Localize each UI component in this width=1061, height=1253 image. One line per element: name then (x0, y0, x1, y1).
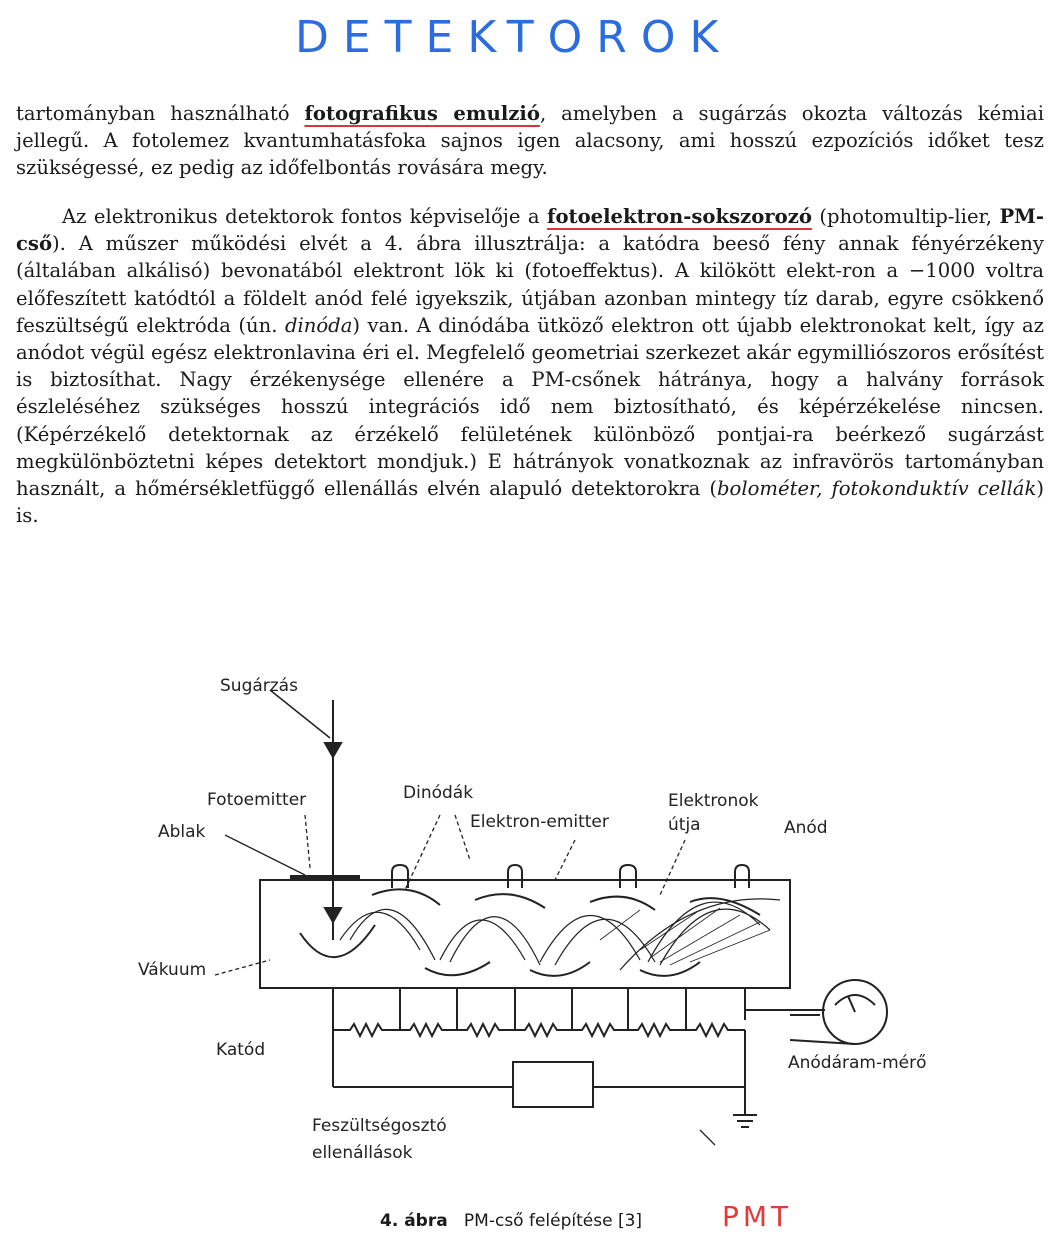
italic-term: dinóda (284, 313, 353, 337)
label-anod: Anód (784, 818, 828, 838)
label-feszultseg: Feszültségosztó (312, 1116, 447, 1136)
underlined-term: fotografikus emulzió (304, 102, 540, 125)
figure-caption (380, 1211, 642, 1231)
label-ellenallasok: ellenállások (312, 1143, 413, 1163)
paragraph-2 (16, 203, 1044, 529)
text: ). A műszer működési elvét a 4. ábra illusztrálja: a katódra beeső fény annak fényérzékeny (általában alkálisó) bevonatából elektront lök ki (fotoeffektus). A kilökött elekt-ron a −1000 voltra előfeszített katódtól a földelt anód felé igyekszik, útjában azonban mintegy tíz darab, egyre csökkenő feszültségű elektróda (ún. (16, 232, 1044, 337)
label-katod: Katód (216, 1040, 266, 1060)
italic-term: bolométer, fotokonduktív cellák (717, 477, 1037, 501)
caption-text: PM-cső felépítése [3] (463, 1211, 643, 1231)
label-vakuum: Vákuum (138, 960, 207, 980)
text: (photomultip-lier, (811, 205, 1000, 228)
label-dinodak: Dinódák (403, 783, 474, 803)
label-ablak: Ablak (158, 822, 206, 842)
label-fotoemitter: Fotoemitter (207, 790, 307, 810)
label-elektronok: Elektronok (668, 791, 759, 811)
power-supply (513, 1062, 593, 1107)
label-utja: útja (668, 815, 701, 835)
text: , amelyben a sugárzás okozta változás kémiai jellegű. A fotolemez kvantumhatásfoka sajnos igen alacsony, ami hosszú ezpozíciós időket tesz szükségessé, ez pedig az időfelbontás rovására megy. (16, 102, 1044, 180)
text: ) van. A dinódába ütköző elektron ott újabb elektronokat kelt, így az anódot végül egész elektronlavina éri el. Megfelelő geometriai szerkezet akár egymilliószoros erősítést is biztosíthat. Nagy érzékenysége ellenére a PM-csőnek hátránya, hogy a halvány források észleléséhez szükséges hosszú integrációs idő nem biztosítható, és képérzékelése nincsen. (Képérzékelő detektornak az érzékelő felületének különböző pontjai-ra beérkező sugárzást megkülönböztetni képes detektort mondjuk.) E hátrányok vonatkoznak az infravörös tartományban használt, a hőmérsékletfüggő ellenállás elvén alapuló detektorokra ( (16, 313, 1044, 501)
paragraph-1 (16, 100, 1044, 182)
ray-arrow (325, 743, 341, 757)
cathode (300, 925, 375, 957)
underlined-term: fotoelektron-sokszorozó (547, 205, 812, 228)
label-anodaram: Anódáram-mérő (788, 1053, 927, 1073)
tube-outline (260, 880, 790, 988)
caption-number: 4. ábra (380, 1211, 448, 1231)
bold-term: PM-cső (16, 205, 1044, 256)
text: ) is. (16, 477, 1044, 528)
label-sugarzas: Sugárzás (220, 676, 298, 696)
pm-tube-diagram (0, 640, 1061, 1200)
label-elektron-emitter: Elektron-emitter (470, 812, 609, 832)
divider-resistors (333, 1024, 745, 1036)
handwritten-note: PMT (722, 1200, 793, 1233)
text: Az elektronikus detektorok fontos képviselője a (62, 205, 548, 228)
handwritten-title: DETEKTOROK (295, 12, 733, 63)
ray-arrow (325, 908, 341, 922)
text: tartományban használható (16, 102, 305, 125)
